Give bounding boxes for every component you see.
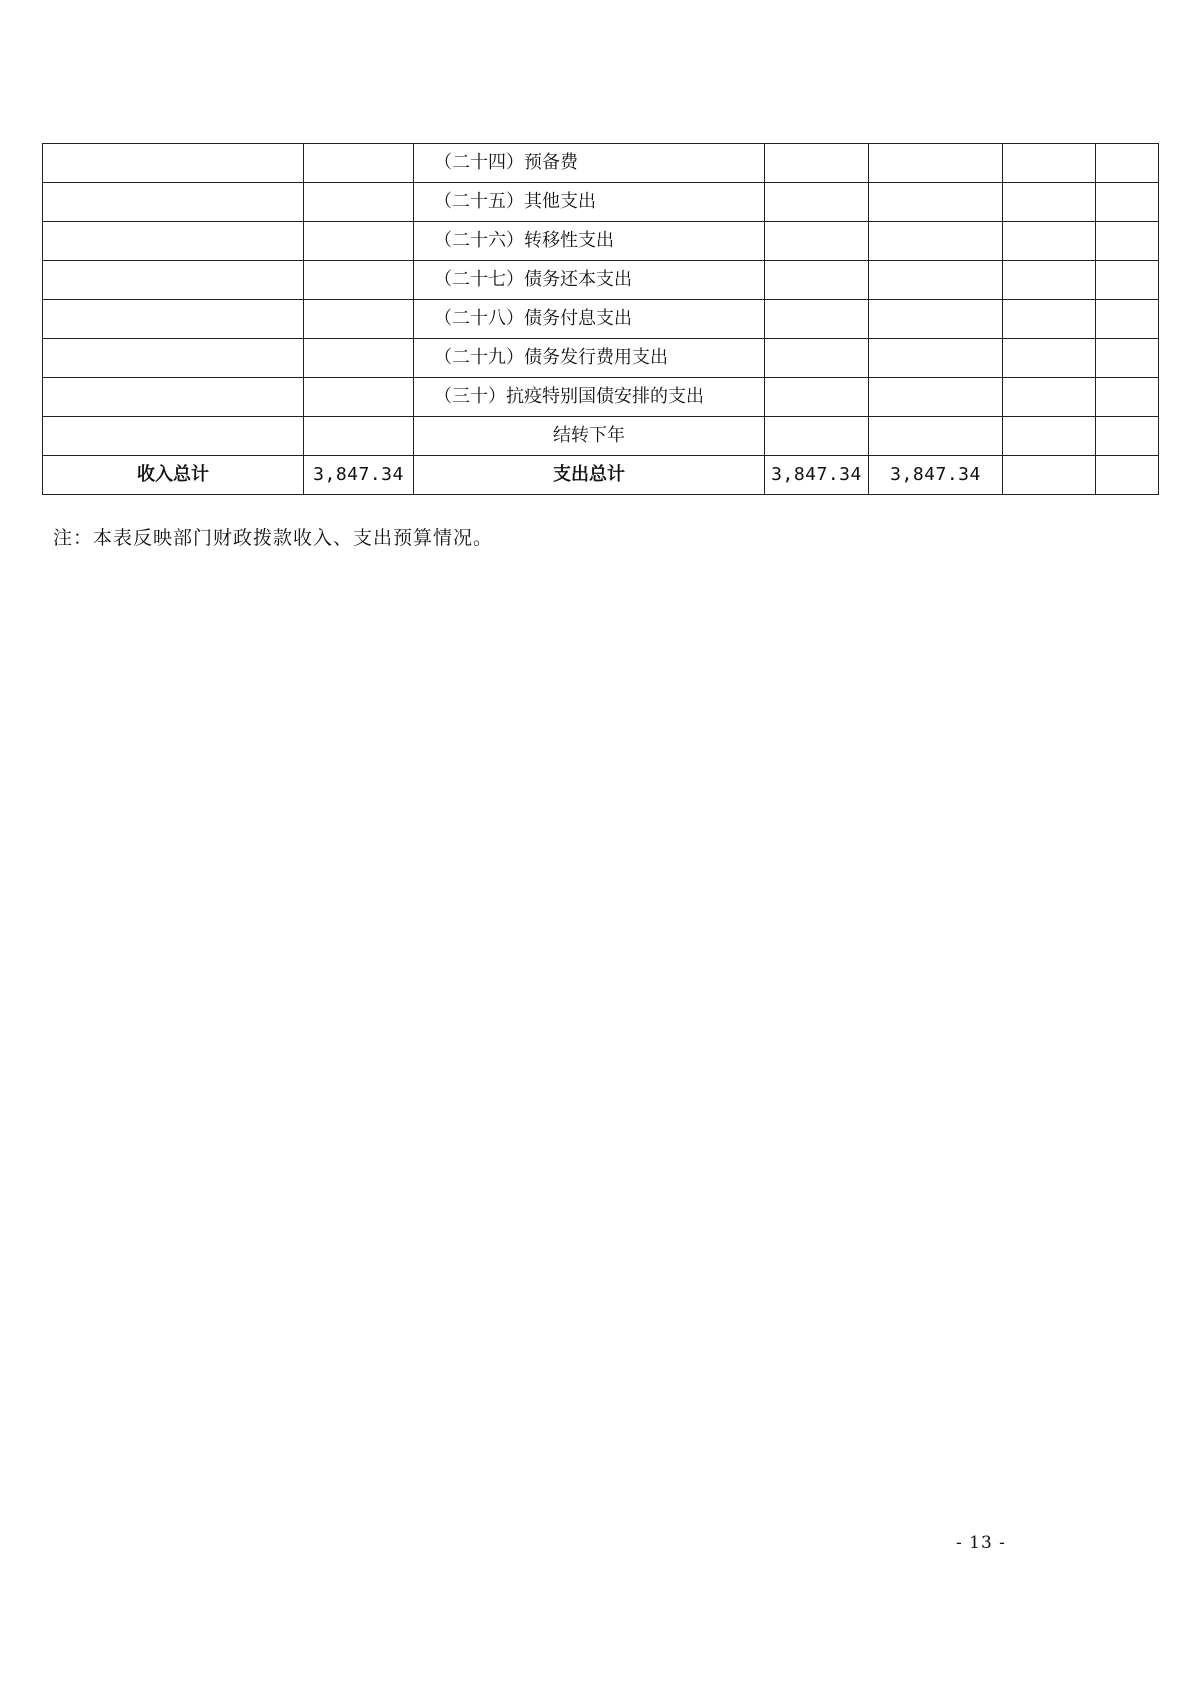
expense-amount-cell — [1003, 222, 1096, 261]
income-item-cell — [43, 378, 304, 417]
expense-amount-cell — [765, 222, 869, 261]
table-row — [43, 300, 1159, 339]
expense-amount-cell — [1003, 144, 1096, 183]
expense-amount-cell — [1096, 378, 1159, 417]
expense-amount-cell — [1003, 456, 1096, 495]
income-item-cell — [43, 417, 304, 456]
expense-item-cell: （二十七）债务还本支出 — [414, 261, 765, 300]
expense-amount-cell — [1003, 378, 1096, 417]
expense-amount-cell — [1003, 339, 1096, 378]
expense-total-col2: 3,847.34 — [869, 456, 1003, 495]
expense-item-cell: （二十八）债务付息支出 — [414, 300, 765, 339]
expense-amount-cell — [1096, 456, 1159, 495]
expense-amount-cell — [1096, 261, 1159, 300]
expense-amount-cell — [1003, 417, 1096, 456]
expense-amount-cell — [1096, 417, 1159, 456]
expense-amount-cell — [1096, 144, 1159, 183]
income-amount-cell — [304, 378, 414, 417]
expense-item-cell: （三十）抗疫特别国债安排的支出 — [414, 378, 765, 417]
table-note: 注：本表反映部门财政拨款收入、支出预算情况。 — [53, 527, 494, 549]
table-row — [43, 222, 1159, 261]
income-amount-cell — [304, 183, 414, 222]
table-row — [43, 144, 1159, 183]
income-item-cell — [43, 339, 304, 378]
totals-row — [43, 456, 1159, 495]
expense-amount-cell — [1003, 183, 1096, 222]
carryover-label: 结转下年 — [414, 417, 765, 456]
table-row — [43, 339, 1159, 378]
expense-amount-cell — [765, 183, 869, 222]
expense-amount-cell — [869, 339, 1003, 378]
expense-item-cell: （二十五）其他支出 — [414, 183, 765, 222]
income-amount-cell — [304, 339, 414, 378]
expense-amount-cell — [869, 378, 1003, 417]
expense-amount-cell — [869, 222, 1003, 261]
expense-amount-cell — [1096, 222, 1159, 261]
expense-amount-cell — [1096, 183, 1159, 222]
income-item-cell — [43, 222, 304, 261]
expense-item-cell: （二十四）预备费 — [414, 144, 765, 183]
income-amount-cell — [304, 222, 414, 261]
table-row — [43, 261, 1159, 300]
expense-amount-cell — [765, 339, 869, 378]
expense-item-cell: （二十六）转移性支出 — [414, 222, 765, 261]
expense-amount-cell — [869, 261, 1003, 300]
income-item-cell — [43, 261, 304, 300]
income-item-cell — [43, 144, 304, 183]
table-row — [43, 183, 1159, 222]
expense-amount-cell — [1003, 261, 1096, 300]
expense-amount-cell — [869, 300, 1003, 339]
expense-total-amount: 3,847.34 — [765, 456, 869, 495]
income-item-cell — [43, 183, 304, 222]
income-amount-cell — [304, 261, 414, 300]
expense-total-label: 支出总计 — [414, 456, 765, 495]
income-amount-cell — [304, 417, 414, 456]
expense-amount-cell — [1003, 300, 1096, 339]
income-amount-cell — [304, 300, 414, 339]
table-row — [43, 378, 1159, 417]
page-number: - 13 - — [956, 1533, 1006, 1553]
income-item-cell — [43, 300, 304, 339]
expense-amount-cell — [869, 417, 1003, 456]
expense-item-cell: （二十九）债务发行费用支出 — [414, 339, 765, 378]
expense-amount-cell — [765, 378, 869, 417]
expense-amount-cell — [765, 144, 869, 183]
expense-amount-cell — [1096, 339, 1159, 378]
expense-amount-cell — [869, 183, 1003, 222]
expense-amount-cell — [765, 300, 869, 339]
carryover-row — [43, 417, 1159, 456]
expense-amount-cell — [765, 417, 869, 456]
income-total-amount: 3,847.34 — [304, 456, 414, 495]
expense-amount-cell — [1096, 300, 1159, 339]
expense-amount-cell — [869, 144, 1003, 183]
income-amount-cell — [304, 144, 414, 183]
budget-table — [42, 143, 1159, 495]
expense-amount-cell — [765, 261, 869, 300]
income-total-label: 收入总计 — [43, 456, 304, 495]
